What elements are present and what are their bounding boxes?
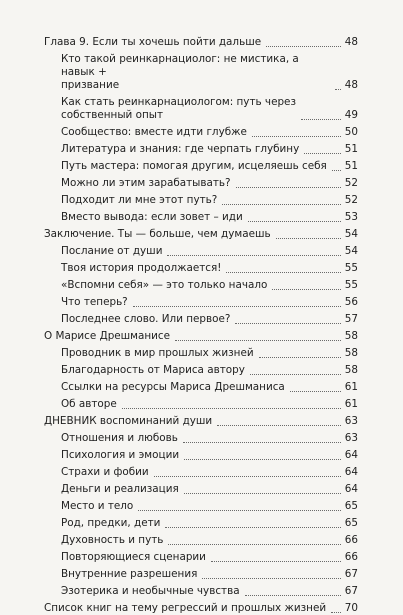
toc-page-number: 49 bbox=[344, 109, 358, 121]
toc-entry-title: Духовность и путь bbox=[61, 534, 164, 546]
toc-entry-title: «Вспомни себя» — это только начало bbox=[61, 279, 268, 291]
toc-dot-leader bbox=[211, 560, 341, 562]
toc-page-number: 67 bbox=[344, 568, 358, 580]
toc-chapter-entry bbox=[44, 36, 358, 49]
toc-dot-leader bbox=[183, 441, 341, 443]
toc-section-entry bbox=[44, 551, 358, 564]
toc-entry-title: Последнее слово. Или первое? bbox=[61, 313, 231, 325]
toc-section-entry bbox=[44, 143, 358, 156]
toc-entry-title: Об авторе bbox=[61, 398, 117, 410]
toc-page-number: 64 bbox=[344, 483, 358, 495]
toc-entry-title: Вместо вывода: если зовет – иди bbox=[61, 211, 243, 223]
toc-section-entry bbox=[44, 534, 358, 547]
toc-page-number: 48 bbox=[344, 36, 358, 48]
toc-chapter-entry bbox=[44, 602, 358, 615]
toc-entry-title: Список книг на тему регрессий и прошлых жизней bbox=[44, 602, 327, 614]
toc-section-entry bbox=[44, 364, 358, 377]
toc-page-number: 57 bbox=[344, 313, 358, 325]
toc-section-entry bbox=[44, 279, 358, 292]
toc-section-entry bbox=[44, 347, 358, 360]
toc-entry-title: Страхи и фобии bbox=[61, 466, 149, 478]
toc-section-entry bbox=[44, 96, 358, 122]
toc-dot-leader bbox=[133, 305, 341, 307]
toc-dot-leader bbox=[202, 577, 341, 579]
toc-page-number: 55 bbox=[344, 279, 358, 291]
toc-page-number: 64 bbox=[344, 449, 358, 461]
toc-page-number: 51 bbox=[344, 160, 358, 172]
toc-dot-leader bbox=[304, 152, 341, 154]
toc-page-number: 58 bbox=[344, 364, 358, 376]
toc-page-number: 63 bbox=[344, 432, 358, 444]
toc-dot-leader bbox=[250, 373, 341, 375]
toc-dot-leader bbox=[332, 169, 341, 171]
toc-dot-leader bbox=[266, 45, 341, 47]
toc-entry-title: Сообщество: вместе идти глубже bbox=[61, 126, 247, 138]
toc-entry-title: Отношения и любовь bbox=[61, 432, 178, 444]
toc-entry-title: Заключение. Ты — больше, чем думаешь bbox=[44, 228, 271, 240]
toc-dot-leader bbox=[259, 356, 341, 358]
toc-dot-leader bbox=[154, 475, 341, 477]
toc-page-number: 66 bbox=[344, 534, 358, 546]
toc-page-number: 61 bbox=[344, 398, 358, 410]
toc-page-number: 58 bbox=[344, 330, 358, 342]
toc-section-entry bbox=[44, 245, 358, 258]
toc-dot-leader bbox=[290, 390, 341, 392]
toc-entry-title: О Марисе Дрешманисе bbox=[44, 330, 171, 342]
toc-section-entry bbox=[44, 126, 358, 139]
toc-entry-title: Внутренние разрешения bbox=[61, 568, 198, 580]
toc-section-entry bbox=[44, 568, 358, 581]
toc-page-number: 64 bbox=[344, 466, 358, 478]
toc-section-entry bbox=[44, 585, 358, 598]
toc-entry-title: Род, предки, дети bbox=[61, 517, 161, 529]
toc-section-entry bbox=[44, 398, 358, 411]
toc-page-number: 65 bbox=[344, 517, 358, 529]
toc-dot-leader bbox=[331, 611, 341, 613]
toc-page-number: 67 bbox=[344, 585, 358, 597]
toc-entry-title: Место и тело bbox=[61, 500, 134, 512]
toc-page-number: 58 bbox=[344, 347, 358, 359]
toc-dot-leader bbox=[335, 88, 341, 90]
toc-page-number: 61 bbox=[344, 381, 358, 393]
toc-page-number: 56 bbox=[344, 296, 358, 308]
toc-dot-leader bbox=[217, 424, 341, 426]
toc-entry-title: Твоя история продолжается! bbox=[61, 262, 222, 274]
toc-section-entry bbox=[44, 381, 358, 394]
toc-page-number: 48 bbox=[344, 79, 358, 91]
toc-section-entry bbox=[44, 483, 358, 496]
toc-page-number: 55 bbox=[344, 262, 358, 274]
toc-entry-title: Благодарность от Мариса автору bbox=[61, 364, 245, 376]
toc-section-entry bbox=[44, 296, 358, 309]
toc-section-entry bbox=[44, 517, 358, 530]
toc-entry-title: Кто такой реинкарнациолог: не мистика, а навык + призвание bbox=[61, 53, 299, 91]
toc-dot-leader bbox=[175, 339, 341, 341]
table-of-contents bbox=[44, 36, 358, 615]
toc-dot-leader bbox=[226, 271, 341, 273]
toc-entry-title: Что теперь? bbox=[61, 296, 128, 308]
toc-dot-leader bbox=[184, 458, 341, 460]
toc-page-number: 50 bbox=[344, 126, 358, 138]
toc-page-number: 53 bbox=[344, 211, 358, 223]
toc-entry-title: Литература и знания: где черпать глубину bbox=[61, 143, 300, 155]
toc-page-number: 54 bbox=[344, 228, 358, 240]
toc-section-entry bbox=[44, 313, 358, 326]
toc-dot-leader bbox=[272, 288, 341, 290]
toc-page-number: 51 bbox=[344, 143, 358, 155]
toc-section-entry bbox=[44, 160, 358, 173]
toc-entry-title: Повторяющиеся сценарии bbox=[61, 551, 206, 563]
toc-section-entry bbox=[44, 53, 358, 92]
toc-chapter-entry bbox=[44, 415, 358, 428]
toc-section-entry bbox=[44, 449, 358, 462]
toc-dot-leader bbox=[301, 118, 341, 120]
toc-dot-leader bbox=[168, 543, 341, 545]
toc-entry-title: Подходит ли мне этот путь? bbox=[61, 194, 218, 206]
toc-dot-leader bbox=[236, 186, 341, 188]
toc-dot-leader bbox=[184, 492, 341, 494]
toc-page-number: 52 bbox=[344, 194, 358, 206]
toc-section-entry bbox=[44, 262, 358, 275]
toc-section-entry bbox=[44, 177, 358, 190]
toc-dot-leader bbox=[222, 203, 341, 205]
toc-dot-leader bbox=[252, 135, 341, 137]
toc-entry-title: Глава 9. Если ты хочешь пойти дальше bbox=[44, 36, 262, 48]
toc-dot-leader bbox=[235, 322, 341, 324]
toc-page-number: 65 bbox=[344, 500, 358, 512]
toc-entry-title: Психология и эмоции bbox=[61, 449, 180, 461]
toc-section-entry bbox=[44, 211, 358, 224]
toc-page-number: 54 bbox=[344, 245, 358, 257]
toc-dot-leader bbox=[122, 407, 341, 409]
toc-entry-title: Послание от души bbox=[61, 245, 163, 257]
toc-dot-leader bbox=[245, 594, 341, 596]
toc-dot-leader bbox=[138, 509, 341, 511]
toc-entry-title: Проводник в мир прошлых жизней bbox=[61, 347, 254, 359]
toc-dot-leader bbox=[248, 220, 341, 222]
toc-entry-title: Можно ли этим зарабатывать? bbox=[61, 177, 231, 189]
toc-section-entry bbox=[44, 466, 358, 479]
toc-section-entry bbox=[44, 194, 358, 207]
toc-entry-title: Путь мастера: помогая другим, исцеляешь себя bbox=[61, 160, 327, 172]
toc-dot-leader bbox=[165, 526, 341, 528]
toc-dot-leader bbox=[276, 237, 341, 239]
toc-entry-title: ДНЕВНИК воспоминаний души bbox=[44, 415, 213, 427]
toc-entry-title: Эзотерика и необычные чувства bbox=[61, 585, 240, 597]
toc-section-entry bbox=[44, 432, 358, 445]
toc-entry-title: Деньги и реализация bbox=[61, 483, 179, 495]
toc-page-number: 66 bbox=[344, 551, 358, 563]
toc-dot-leader bbox=[167, 254, 341, 256]
toc-entry-title: Как стать реинкарнациологом: путь через собственный опыт bbox=[61, 96, 296, 121]
toc-page-number: 63 bbox=[344, 415, 358, 427]
toc-page-number: 52 bbox=[344, 177, 358, 189]
toc-section-entry bbox=[44, 500, 358, 513]
toc-entry-title: Ссылки на ресурсы Мариса Дрешманиса bbox=[61, 381, 285, 393]
toc-chapter-entry bbox=[44, 228, 358, 241]
toc-page-number: 70 bbox=[344, 602, 358, 614]
toc-chapter-entry bbox=[44, 330, 358, 343]
